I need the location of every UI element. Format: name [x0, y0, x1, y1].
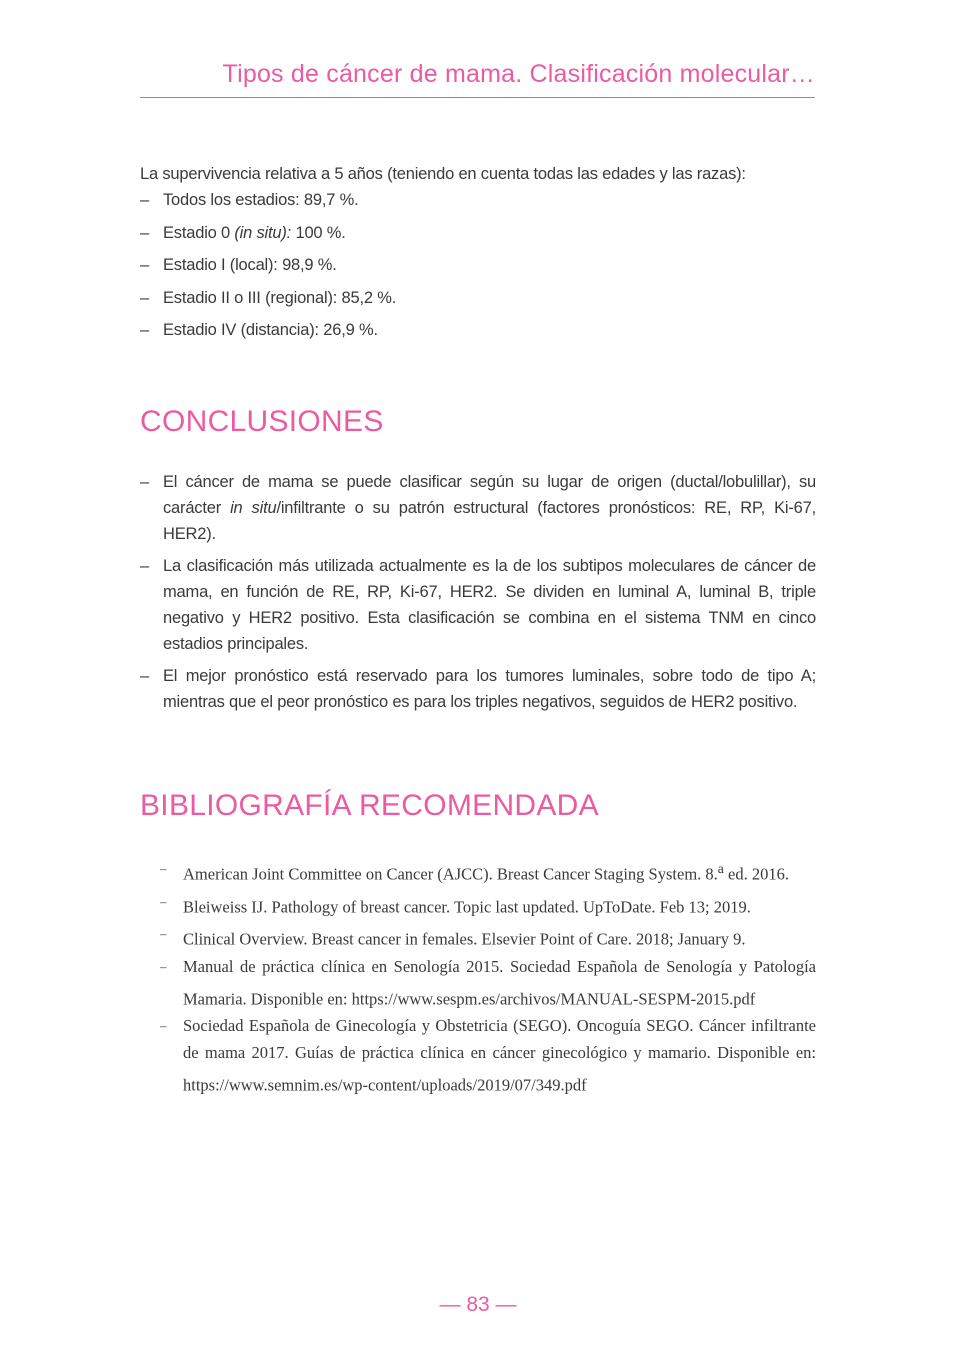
list-item: [140, 252, 820, 278]
reference-item: [160, 888, 816, 921]
list-item: [140, 663, 816, 715]
page-number: — 83 —: [439, 1293, 517, 1316]
list-dash: –: [160, 1018, 167, 1033]
reference-item: [160, 920, 816, 953]
list-dash: –: [140, 557, 149, 575]
reference-item: [160, 953, 816, 1013]
item-text: Estadio I (local): 98,9 %.: [163, 256, 337, 274]
item-italic: (in situ):: [234, 223, 292, 242]
survival-list: [140, 187, 820, 350]
list-dash: –: [140, 256, 149, 274]
reference-item: [160, 1012, 816, 1099]
item-text: El mejor pronóstico está reservado para los tumores luminales, sobre todo de tipo A; mientras que el peor pronóstico es para los triples negativos, seguidos de HER2 positivo.: [163, 667, 816, 711]
reference-item: [160, 855, 816, 888]
list-item: [140, 285, 820, 311]
section-heading-bibliografia: BIBLIOGRAFÍA RECOMENDADA: [140, 789, 599, 822]
reference-text: Bleiweiss IJ. Pathology of breast cancer. Topic last updated. UpToDate. Feb 13; 2019.: [183, 897, 751, 916]
list-dash: –: [160, 958, 167, 974]
list-dash: –: [140, 223, 149, 242]
list-dash: –: [160, 861, 167, 876]
list-dash: –: [140, 321, 149, 339]
list-dash: –: [160, 926, 167, 941]
list-dash: –: [140, 473, 149, 491]
item-text: Estadio II o III (regional): 85,2 %.: [163, 288, 397, 307]
list-item: [140, 187, 820, 213]
reference-sup: a: [717, 861, 724, 876]
reference-text: Sociedad Española de Ginecología y Obstetricia (SEGO). Oncoguía SEGO. Cáncer infiltrante de mama 2017. Guías de práctica clínica en cáncer ginecológico y mamario. Disponible en: https://www.semnim.es/wp-content/uploads/2019/07/349.pdf: [183, 1016, 816, 1095]
reference-text: Manual de práctica clínica en Senología 2015. Sociedad Española de Senología y Patología Mamaria. Disponible en: https://www.sespm.es/archivos/MANUAL-SESPM-2015.pdf: [183, 956, 816, 1008]
list-dash: –: [140, 288, 149, 307]
item-text: La clasificación más utilizada actualmente es la de los subtipos moleculares de cáncer de mama, en función de RE, RP, Ki-67, HER2. Se dividen en luminal A, luminal B, triple negativo y HER2 positivo. Esta clasificación se combina en el sistema TNM en cinco estadios principales.: [163, 557, 816, 653]
list-dash: –: [140, 191, 149, 209]
item-text: /infiltrante o su patrón estructural (factores pronósticos: RE, RP, Ki-67, HER2).: [163, 499, 817, 543]
survival-intro: La supervivencia relativa a 5 años (teniendo en cuenta todas las edades y las razas):: [140, 165, 746, 183]
section-heading-conclusiones: CONCLUSIONES: [140, 405, 384, 438]
list-item: [140, 317, 820, 343]
bibliography-list: [160, 855, 816, 1099]
reference-text: ed. 2016.: [723, 864, 789, 884]
item-text: Todos los estadios: 89,7 %.: [163, 191, 359, 209]
conclusions-list: [140, 469, 816, 721]
header-rule: [140, 97, 815, 98]
reference-text: American Joint Committee on Cancer (AJCC). Breast Cancer Staging System. 8.: [183, 864, 718, 884]
list-dash: –: [160, 893, 167, 909]
item-italic: in situ: [230, 499, 277, 517]
running-header: Tipos de cáncer de mama. Clasificación molecular…: [222, 60, 815, 88]
reference-text: Clinical Overview. Breast cancer in females. Elsevier Point of Care. 2018; January 9.: [183, 929, 746, 949]
list-dash: –: [140, 667, 149, 685]
item-text: 100 %.: [291, 223, 346, 242]
list-item: [140, 553, 816, 657]
item-text: Estadio IV (distancia): 26,9 %.: [163, 321, 378, 339]
list-item: [140, 469, 816, 547]
item-text: El cáncer de mama se puede clasificar según su lugar de origen (ductal/lobulillar), su carácter: [163, 473, 816, 517]
list-item: [140, 220, 820, 246]
item-text: Estadio 0: [163, 223, 235, 242]
